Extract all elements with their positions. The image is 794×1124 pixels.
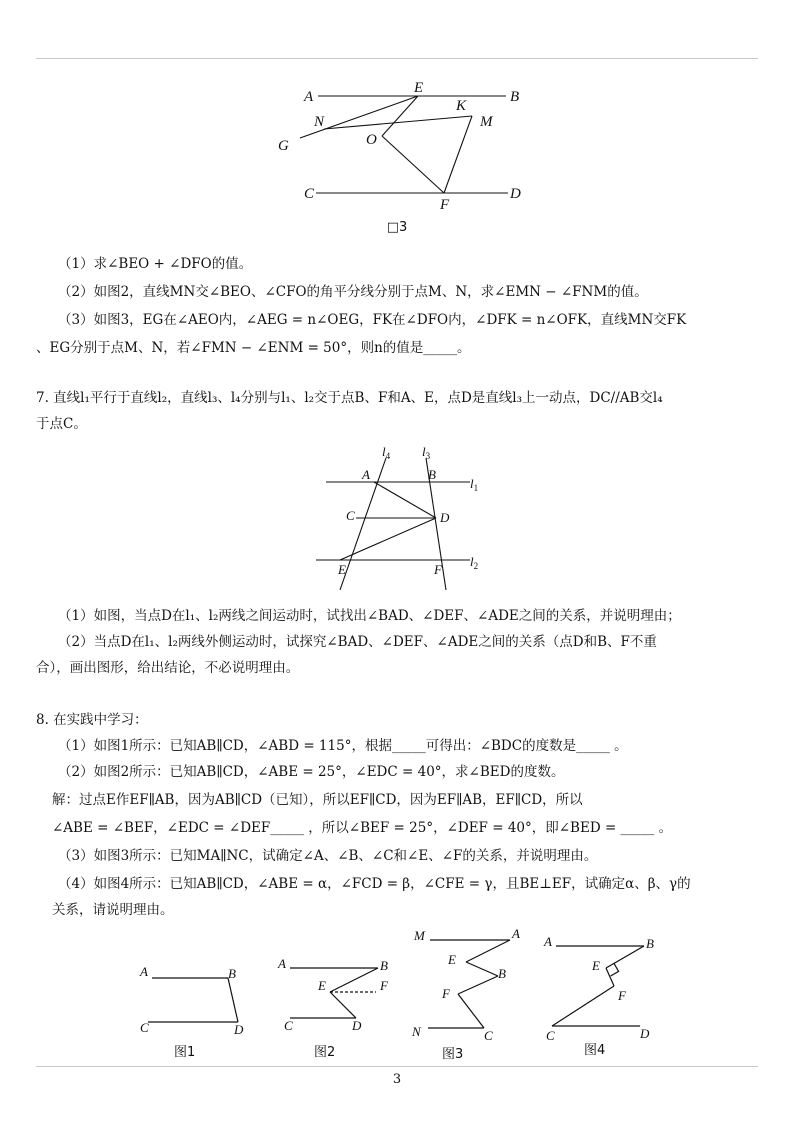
q8-part2: （2）如图2所示：已知AB∥CD，∠ABE = 25°，∠EDC = 40°，求∠BED的度数。 xyxy=(58,764,565,780)
q8-part4-cont: 关系，请说明理由。 xyxy=(52,902,174,918)
q8-fig4-label-A: A xyxy=(544,934,552,949)
q8-fig2-label-E: E xyxy=(318,978,326,993)
header-rule xyxy=(36,58,758,59)
q8-part1: （1）如图1所示：已知AB∥CD，∠ABD = 115°，根据_____可得出：∠BDC的度数是_____ 。 xyxy=(58,738,628,754)
fig3-label-F: F xyxy=(440,197,450,213)
q7-label-B: B xyxy=(428,467,436,482)
q7-label-l1: $l_1$ xyxy=(470,476,479,493)
q8-fig3-label-C: C xyxy=(484,1028,493,1043)
q8-fig3-label-E: E xyxy=(448,952,456,967)
q8-fig2-label-C: C xyxy=(284,1018,293,1033)
q8-fig1-label-C: C xyxy=(140,1020,149,1035)
fig3-label-C: C xyxy=(304,186,315,202)
q7-stem: 7. 直线l₁平行于直线l₂，直线l₃、l₄分别与l₁、l₂交于点B、F和A、E，点D是直线l₃上一动点，DC//AB交l₄ xyxy=(36,390,663,406)
q6-part2: （2）如图2，直线MN交∠BEO、∠CFO的角平分线分别于点M、N，求∠EMN − ∠FNM的值。 xyxy=(58,284,648,300)
q8-fig1-label-B: B xyxy=(228,966,236,981)
q8-fig3-caption: 图3 xyxy=(442,1047,464,1062)
footer-rule xyxy=(36,1066,758,1067)
page-number: 3 xyxy=(392,1072,402,1087)
q6-part1: （1）求∠BEO + ∠DFO的值。 xyxy=(58,256,253,272)
q8-fig2-label-A: A xyxy=(278,956,286,971)
figure-3-caption: □3 xyxy=(386,220,408,235)
q8-fig4-label-C: C xyxy=(546,1028,555,1043)
q7-label-E: E xyxy=(338,562,346,577)
q7-stem-cont: 于点C。 xyxy=(36,416,87,432)
q7-part2-cont: 合），画出图形，给出结论，不必说明理由。 xyxy=(36,660,300,676)
fig3-label-B: B xyxy=(510,89,520,105)
q7-label-D: D xyxy=(440,510,450,525)
q8-part3: （3）如图3所示：已知MA∥NC，试确定∠A、∠B、∠C和∠E、∠F的关系，并说明理由。 xyxy=(58,848,598,864)
figure-3-geometry xyxy=(270,76,540,216)
q7-label-l2: $l_2$ xyxy=(470,554,479,571)
q8-fig2-label-B: B xyxy=(380,958,388,973)
fig3-label-G: G xyxy=(278,138,289,154)
q8-stem: 8. 在实践中学习： xyxy=(36,712,148,728)
q8-fig4-label-D: D xyxy=(640,1026,650,1041)
fig3-label-A: A xyxy=(304,89,314,105)
q8-solution-1: 解：过点E作EF∥AB，因为AB∥CD（已知），所以EF∥CD，因为EF∥AB，EF∥CD，所以 xyxy=(52,792,583,808)
q7-label-F: F xyxy=(434,562,442,577)
fig3-label-M: M xyxy=(480,114,493,130)
q6-part3-cont: 、EG分别于点M、N，若∠FMN − ∠ENM = 50°，则n的值是_____。 xyxy=(36,340,471,356)
q8-fig3-label-A: A xyxy=(512,926,520,941)
q7-label-l4: $l_4$ xyxy=(382,444,391,461)
q7-part1: （1）如图，当点D在l₁、l₂两线之间运动时，试找出∠BAD、∠DEF、∠ADE之间的关系，并说明理由； xyxy=(58,608,681,624)
fig3-label-O: O xyxy=(366,132,377,148)
q8-solution-2: ∠ABE = ∠BEF，∠EDC = ∠DEF_____ ，所以∠BEF = 25°，∠DEF = 40°，即∠BED = _____ 。 xyxy=(52,820,673,836)
q8-fig3-label-B: B xyxy=(498,966,506,981)
q8-fig2-label-F: F xyxy=(380,978,388,993)
q6-part3: （3）如图3，EG在∠AEO内，∠AEG = n∠OEG，FK在∠DFO内，∠DFK = n∠OFK，直线MN交FK xyxy=(58,312,687,328)
q7-figure xyxy=(310,442,510,594)
q8-fig1-label-D: D xyxy=(234,1022,244,1037)
q7-label-A: A xyxy=(362,467,370,482)
q8-part4: （4）如图4所示：已知AB∥CD，∠ABE = α，∠FCD = β，∠CFE = γ，且BE⊥EF，试确定α、β、γ的 xyxy=(58,876,691,892)
q8-fig4-caption: 图4 xyxy=(584,1043,606,1058)
q7-part2: （2）当点D在l₁、l₂两线外侧运动时，试探究∠BAD、∠DEF、∠ADE之间的关系（点D和B、F不重 xyxy=(58,634,657,650)
q8-fig3-label-N: N xyxy=(412,1024,421,1039)
q7-label-l3: $l_3$ xyxy=(422,444,431,461)
q7-label-C: C xyxy=(346,508,355,523)
q8-figures xyxy=(130,924,670,1064)
fig3-label-D: D xyxy=(510,186,521,202)
q8-fig3-label-M: M xyxy=(414,928,425,943)
fig3-label-K: K xyxy=(456,98,467,114)
fig3-label-E: E xyxy=(414,80,424,96)
q8-fig3-label-F: F xyxy=(442,986,450,1001)
q8-fig4-label-B: B xyxy=(646,936,654,951)
q8-fig1-label-A: A xyxy=(140,964,148,979)
fig3-label-N: N xyxy=(314,114,325,130)
q8-fig1-caption: 图1 xyxy=(174,1045,196,1060)
q8-fig2-caption: 图2 xyxy=(314,1045,336,1060)
q8-fig2-label-D: D xyxy=(352,1018,362,1033)
q8-fig4-label-F: F xyxy=(618,988,626,1003)
q8-fig4-label-E: E xyxy=(592,958,600,973)
